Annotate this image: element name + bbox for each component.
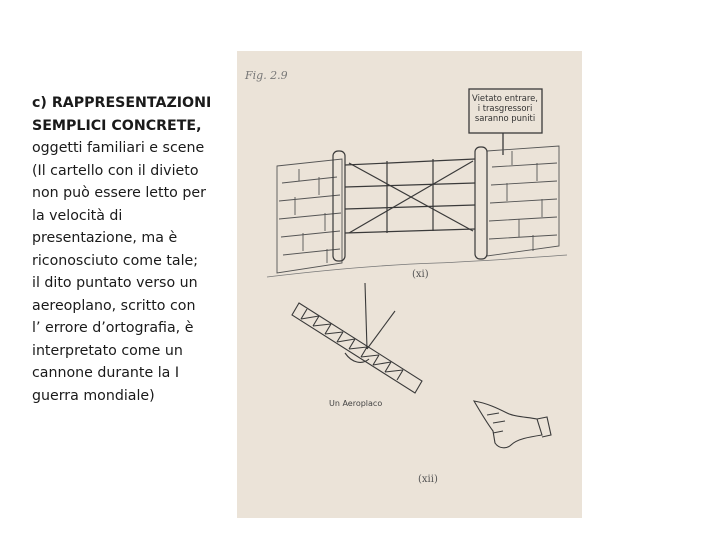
- caption-text: [32, 92, 232, 407]
- figure-number: Fig. 2.9: [245, 69, 288, 82]
- scanned-figure: [237, 51, 582, 518]
- sign-text: Vietato entrare, i trasgressori saranno puniti: [472, 93, 538, 123]
- label-xi: (xi): [412, 269, 429, 280]
- aeroplane-illustration: [292, 283, 422, 393]
- label-xii: (xii): [418, 474, 438, 485]
- stone-wall-illustration: [277, 146, 559, 273]
- caption-body: oggetti familiari e scene (Il cartello con il divieto non può essere letto per la velocità di presentazione, ma è riconosciuto come tale; il dito puntato verso un aereoplano, scritto con l’ errore d’ortografia, è interpretato come un cannone durante la I guerra mondiale): [32, 140, 206, 404]
- pointing-hand-illustration: [474, 401, 551, 448]
- gate-illustration: [333, 147, 487, 261]
- aeroplane-label: Un Aeroplaco: [329, 399, 383, 408]
- caption-heading: c) RAPPRESENTAZIONI SEMPLICI CONCRETE,: [32, 95, 212, 134]
